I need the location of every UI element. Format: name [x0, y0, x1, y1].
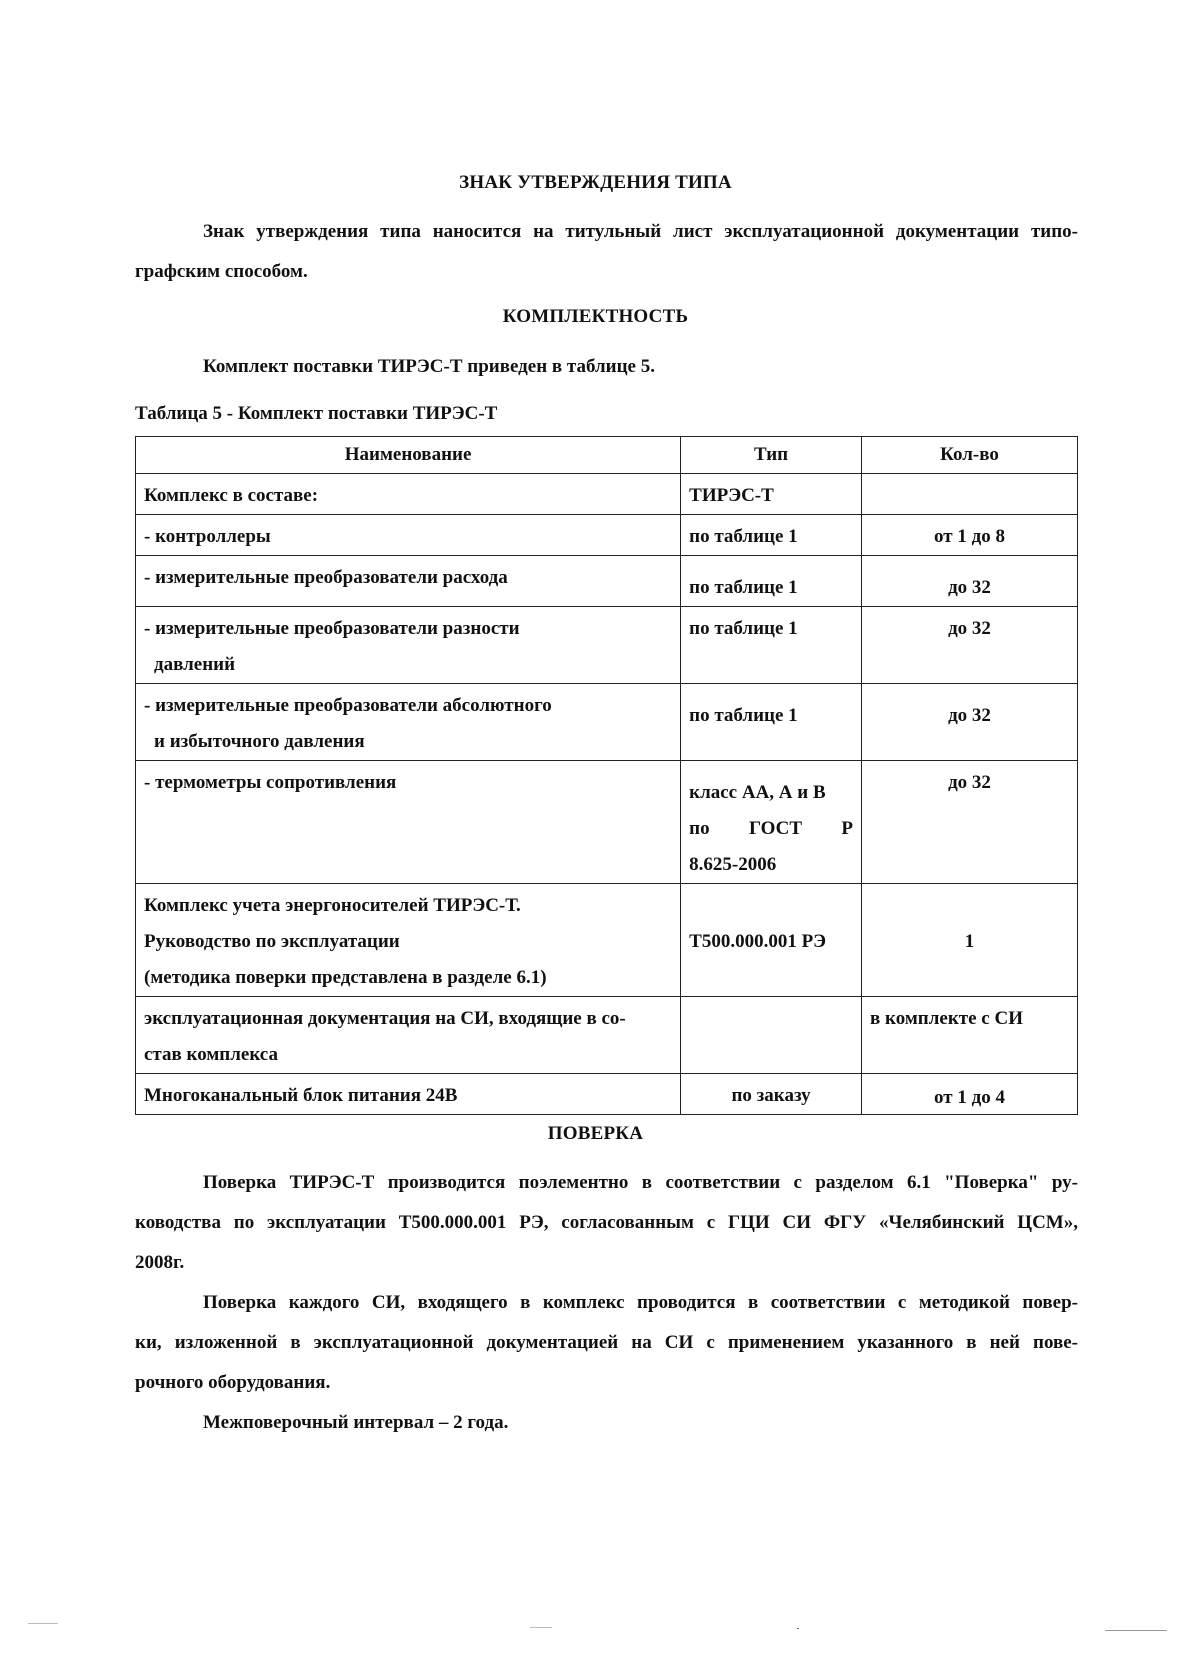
scan-artifact	[530, 1627, 552, 1628]
cell-qty: до 32	[862, 684, 1078, 761]
gost-word-r: Р	[841, 818, 854, 839]
completeness-heading: КОМПЛЕКТНОСТЬ	[502, 306, 689, 327]
table-row	[136, 474, 1078, 515]
cell-name: Комплекс в составе:	[136, 474, 681, 515]
approval-mark-heading: ЗНАК УТВЕРЖДЕНИЯ ТИПА	[459, 172, 732, 193]
verification-p2-line-3: рочного оборудования.	[135, 1372, 331, 1393]
table-header-row	[136, 437, 1078, 474]
cell-name-line: давлений	[154, 654, 236, 675]
cell-qty: до 32	[862, 556, 1078, 607]
scan-artifact	[28, 1623, 58, 1624]
header-type: Тип	[681, 437, 862, 474]
cell-type	[681, 761, 862, 884]
verification-interval	[135, 1403, 1078, 1443]
cell-name	[136, 884, 681, 997]
cell-qty: 1	[862, 884, 1078, 997]
cell-name-line: эксплуатационная документация на СИ, входящие в со-	[144, 1008, 626, 1029]
verification-paragraph-1	[135, 1163, 1078, 1283]
cell-name-line: - измерительные преобразователи разности	[144, 618, 520, 639]
scan-artifact	[797, 1628, 799, 1629]
cell-type	[681, 997, 862, 1074]
table-row	[136, 997, 1078, 1074]
verification-p1-line-3: 2008г.	[135, 1252, 185, 1273]
cell-qty: от 1 до 8	[862, 515, 1078, 556]
delivery-set-table	[135, 436, 1078, 1115]
cell-type: по таблице 1	[681, 607, 862, 684]
table-row	[136, 684, 1078, 761]
cell-type: по заказу	[681, 1074, 862, 1115]
cell-type: ТИРЭС-Т	[681, 474, 862, 515]
verification-p2-line-1: Поверка каждого СИ, входящего в комплекс проводится в соответствии с методикой повер-	[203, 1292, 1078, 1313]
table-row	[136, 761, 1078, 884]
table-row	[136, 1074, 1078, 1115]
cell-qty: в комплекте с СИ	[862, 997, 1078, 1074]
approval-mark-line-1: Знак утверждения типа наносится на титульный лист эксплуатационной документации типо-	[203, 221, 1078, 242]
cell-name-line: и избыточного давления	[154, 731, 365, 752]
cell-type-line	[689, 811, 853, 847]
table-caption: Таблица 5 - Комплект поставки ТИРЭС-Т	[135, 403, 498, 424]
cell-name-line: - измерительные преобразователи абсолютного	[144, 695, 552, 716]
cell-name-line: (методика поверки представлена в разделе 6.1)	[144, 967, 547, 988]
approval-mark-line-2: графским способом.	[135, 261, 308, 282]
approval-mark-paragraph	[135, 212, 1078, 292]
gost-word-gost: ГОСТ	[748, 818, 803, 839]
cell-name: - контроллеры	[136, 515, 681, 556]
header-name: Наименование	[136, 437, 681, 474]
table-row	[136, 607, 1078, 684]
cell-name-line: Комплекс учета энергоносителей ТИРЭС-Т.	[144, 895, 521, 916]
cell-name	[136, 684, 681, 761]
cell-qty: до 32	[862, 607, 1078, 684]
verification-p1-line-2: ководства по эксплуатации Т500.000.001 РЭ, согласованным с ГЦИ СИ ФГУ «Челябинский ЦСМ»,	[135, 1212, 1078, 1233]
cell-name-line: Руководство по эксплуатации	[144, 931, 400, 952]
cell-qty: от 1 до 4	[862, 1074, 1078, 1115]
cell-name	[136, 997, 681, 1074]
cell-name: - измерительные преобразователи расхода	[136, 556, 681, 607]
gost-word-po: по	[689, 818, 710, 839]
cell-type-line: 8.625-2006	[689, 854, 777, 875]
interval-line: Межповерочный интервал – 2 года.	[203, 1412, 509, 1433]
cell-name: Многоканальный блок питания 24В	[136, 1074, 681, 1115]
cell-type: Т500.000.001 РЭ	[681, 884, 862, 997]
verification-paragraph-2	[135, 1283, 1078, 1403]
scan-artifact	[1105, 1630, 1167, 1631]
cell-name: - термометры сопротивления	[136, 761, 681, 884]
table-row	[136, 884, 1078, 997]
table-row	[136, 556, 1078, 607]
cell-qty: до 32	[862, 761, 1078, 884]
cell-type: по таблице 1	[681, 684, 862, 761]
cell-type: по таблице 1	[681, 556, 862, 607]
cell-type: по таблице 1	[681, 515, 862, 556]
cell-type-line: класс АА, А и В	[689, 782, 826, 803]
completeness-intro: Комплект поставки ТИРЭС-Т приведен в таблице 5.	[203, 356, 655, 377]
verification-heading: ПОВЕРКА	[547, 1123, 644, 1144]
cell-name	[136, 607, 681, 684]
header-qty: Кол-во	[862, 437, 1078, 474]
verification-p1-line-1: Поверка ТИРЭС-Т производится поэлементно в соответствии с разделом 6.1 "Поверка" ру-	[203, 1172, 1078, 1193]
cell-name-line: став комплекса	[144, 1044, 278, 1065]
cell-qty	[862, 474, 1078, 515]
table-row	[136, 515, 1078, 556]
verification-p2-line-2: ки, изложенной в эксплуатационной документацией на СИ с применением указанного в ней пове-	[135, 1332, 1078, 1353]
